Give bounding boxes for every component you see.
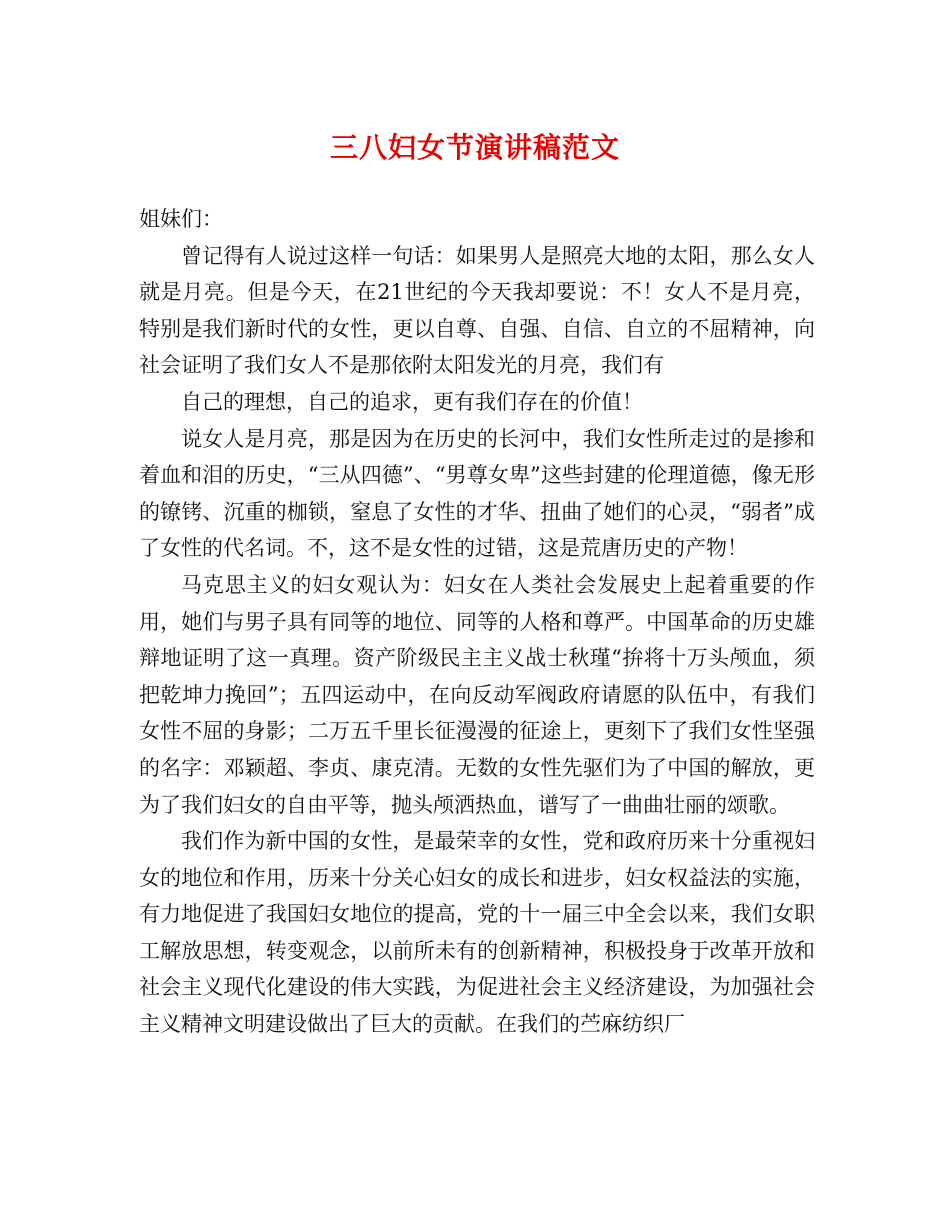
body-paragraph: 我们作为新中国的女性，是最荣幸的女性，党和政府历来十分重视妇女的地位和作用，历来十分关心妇女的成长和进步，妇女权益法的实施，有力地促进了我国妇女地位的提高，党的十一届三中全会以来，我们女职工解放思想，转变观念，以前所未有的创新精神，积极投身于改革开放和社会主义现代化建设的伟大实践，为促进社会主义经济建设，为加强社会主义精神文明建设做出了巨大的贡献。在我们的苎麻纺织厂 [139, 829, 815, 1037]
body-paragraph: 马克思主义的妇女观认为：妇女在人类社会发展史上起着重要的作用，她们与男子具有同等的地位、同等的人格和尊严。中国革命的历史雄辩地证明了这一真理。资产阶级民主主义战士秋瑾“拚将十万头颅血，须把乾坤力挽回”；五四运动中，在向反动军阀政府请愿的队伍中，有我们女性不屈的身影；二万五千里长征漫漫的征途上，更刻下了我们女性坚强的名字：邓颖超、李贞、康克清。无数的女性先驱们为了中国的解放，更为了我们妇女的自由平等，抛头颅洒热血，谱写了一曲曲壮丽的颂歌。 [139, 572, 815, 817]
document-title: 三八妇女节演讲稿范文 [329, 131, 620, 164]
body-paragraph: 曾记得有人说过这样一句话：如果男人是照亮大地的太阳，那么女人就是月亮。但是今天，在21世纪的今天我却要说：不！女人不是月亮，特别是我们新时代的女性，更以自尊、自强、自信、自立的不屈精神，向社会证明了我们女人不是那依附太阳发光的月亮，我们有 [139, 243, 815, 378]
salutation-paragraph: 姐妹们： [139, 207, 223, 231]
body-paragraph: 说女人是月亮，那是因为在历史的长河中，我们女性所走过的是掺和着血和泪的历史，“三从四德”、“男尊女卑”这些封建的伦理道德，像无形的镣铐、沉重的枷锁，窒息了女性的才华、扭曲了她们的心灵，“弱者”成了女性的代名词。不，这不是女性的过错，这是荒唐历史的产物！ [139, 426, 815, 561]
body-paragraph: 自己的理想，自己的追求，更有我们存在的价值！ [181, 389, 643, 414]
document-body [139, 201, 815, 1043]
